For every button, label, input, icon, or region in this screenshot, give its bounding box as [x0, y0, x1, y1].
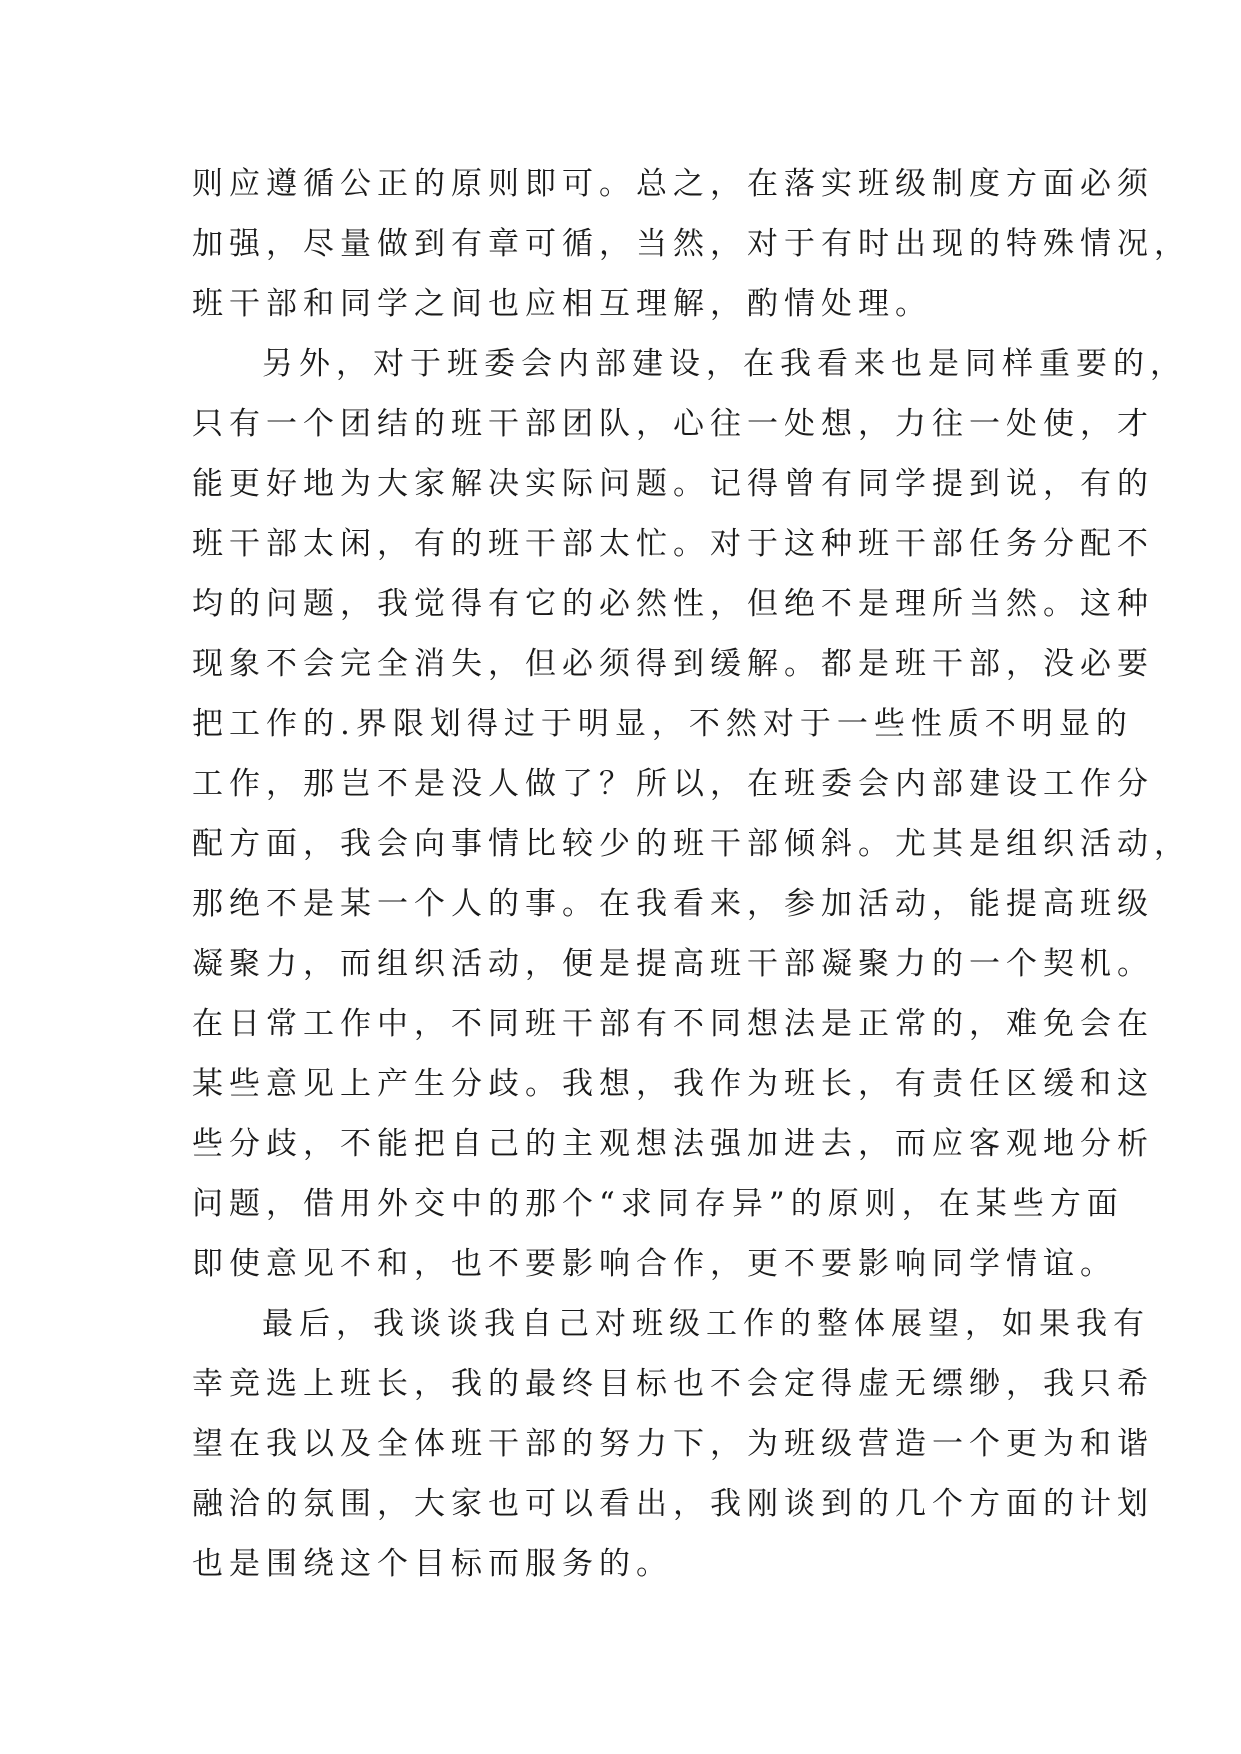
- text-line: 问题，借用外交中的那个“求同存异”的原则，在某些方面: [192, 1186, 1124, 1222]
- text-line: 那绝不是某一个人的事。在我看来，参加活动，能提高班级: [192, 886, 1154, 922]
- text-line: 融洽的氛围，大家也可以看出，我刚谈到的几个方面的计划: [192, 1486, 1154, 1522]
- text-line: 能更好地为大家解决实际问题。记得曾有同学提到说，有的: [192, 466, 1154, 502]
- text-line: 幸竞选上班长，我的最终目标也不会定得虚无缥缈，我只希: [192, 1366, 1154, 1402]
- paragraph-first-line: 另外，对于班委会内部建设，在我看来也是同样重要的，: [262, 346, 1187, 382]
- text-line: 只有一个团结的班干部团队，心往一处想，力往一处使，才: [192, 406, 1154, 442]
- text-line: 些分歧，不能把自己的主观想法强加进去，而应客观地分析: [192, 1126, 1154, 1162]
- text-line: 凝聚力，而组织活动，便是提高班干部凝聚力的一个契机。: [192, 946, 1154, 982]
- text-line: 即使意见不和，也不要影响合作，更不要影响同学情谊。: [192, 1246, 1117, 1282]
- text-line: 均的问题，我觉得有它的必然性，但绝不是理所当然。这种: [192, 586, 1154, 622]
- text-line: 工作，那岂不是没人做了？所以，在班委会内部建设工作分: [192, 766, 1154, 802]
- paragraph-first-line: 最后，我谈谈我自己对班级工作的整体展望，如果我有: [262, 1306, 1150, 1342]
- text-line: 班干部和同学之间也应相互理解，酌情处理。: [192, 286, 932, 322]
- text-line: 把工作的.界限划得过于明显，不然对于一些性质不明显的: [192, 706, 1133, 742]
- text-line: 配方面，我会向事情比较少的班干部倾斜。尤其是组织活动，: [192, 826, 1191, 862]
- text-line: 班干部太闲，有的班干部太忙。对于这种班干部任务分配不: [192, 526, 1154, 562]
- text-line: 加强，尽量做到有章可循，当然，对于有时出现的特殊情况，: [192, 226, 1191, 262]
- text-line: 某些意见上产生分歧。我想，我作为班长，有责任区缓和这: [192, 1066, 1154, 1102]
- text-line: 在日常工作中，不同班干部有不同想法是正常的，难免会在: [192, 1006, 1154, 1042]
- text-line: 望在我以及全体班干部的努力下，为班级营造一个更为和谐: [192, 1426, 1154, 1462]
- text-line: 则应遵循公正的原则即可。总之，在落实班级制度方面必须: [192, 166, 1154, 202]
- body-text: [192, 154, 1191, 1594]
- text-line: 现象不会完全消失，但必须得到缓解。都是班干部，没必要: [192, 646, 1154, 682]
- text-line: 也是围绕这个目标而服务的。: [192, 1546, 673, 1582]
